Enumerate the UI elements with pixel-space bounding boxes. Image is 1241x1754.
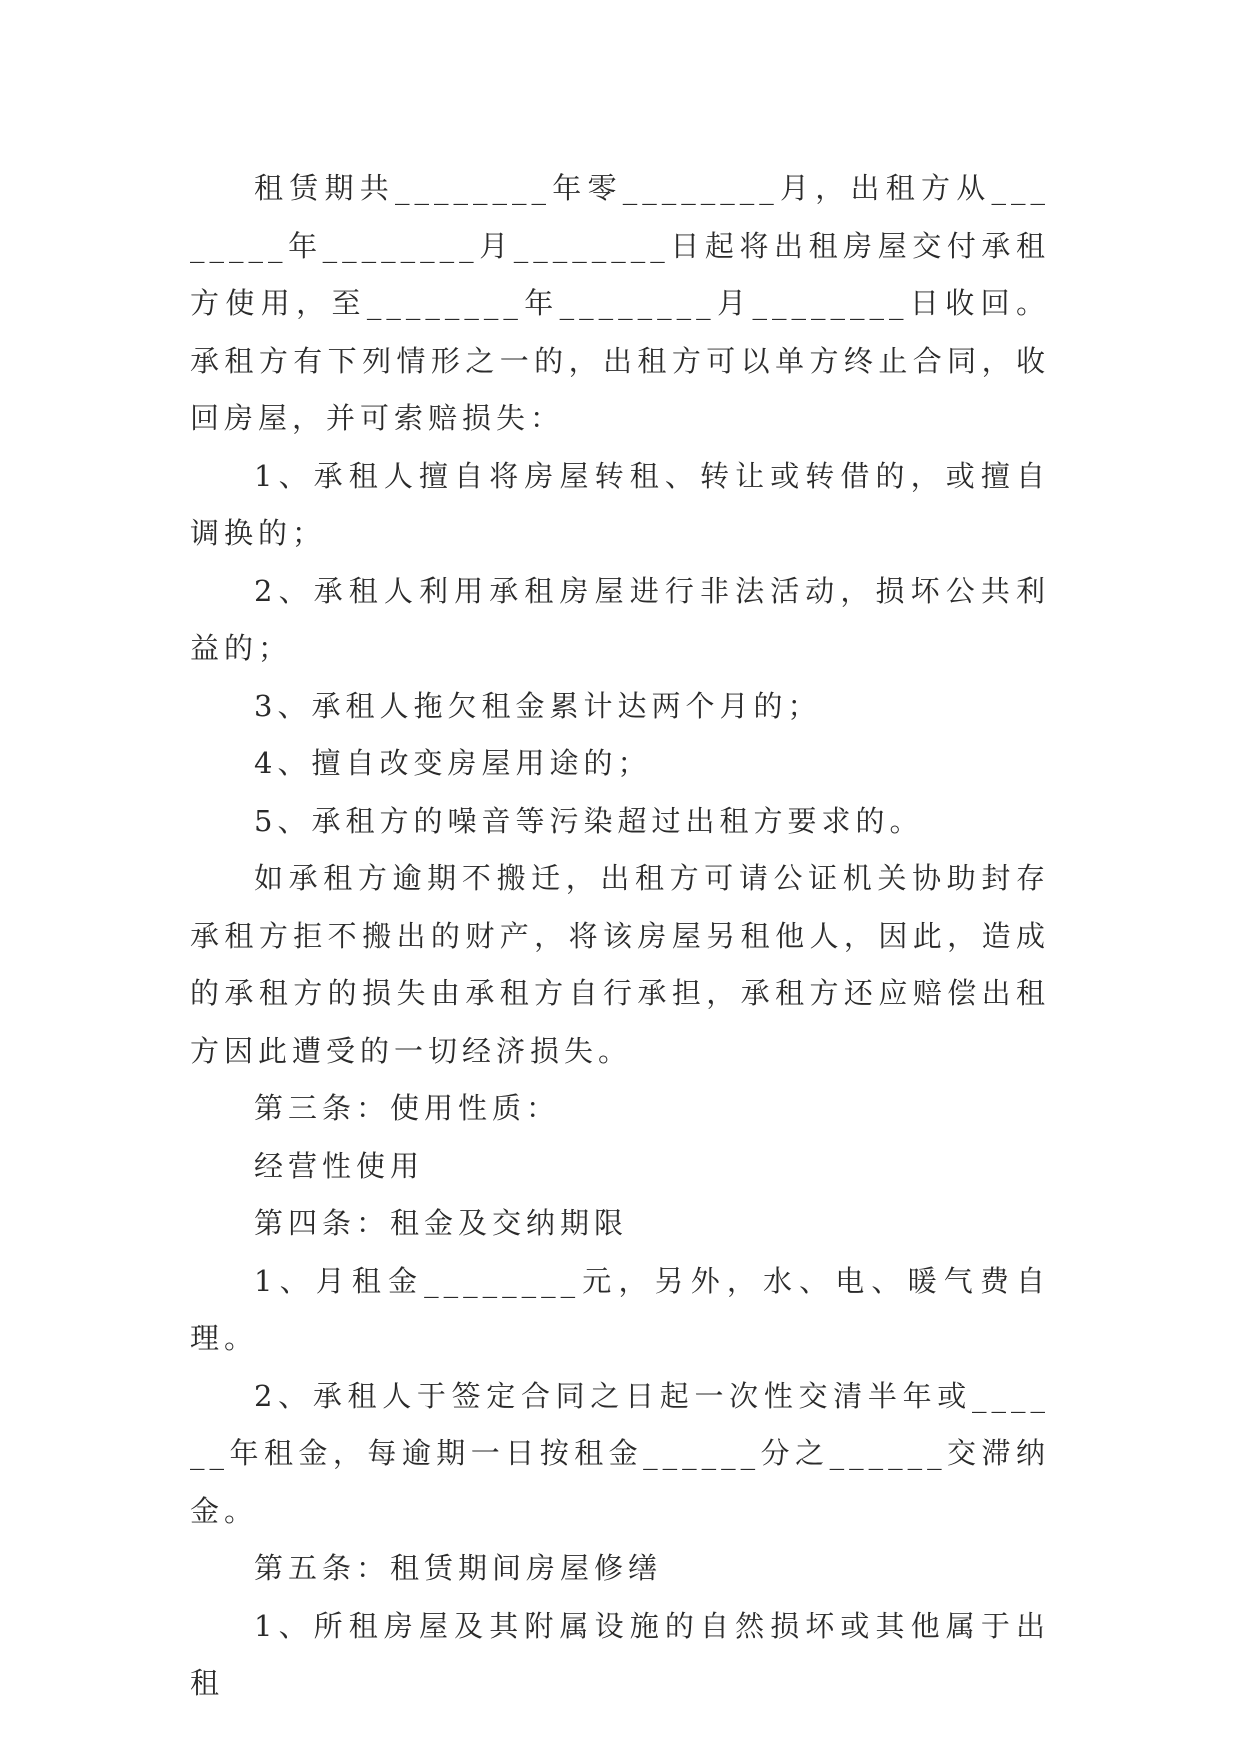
- section-heading-article-5: 第五条：租赁期间房屋修缮: [254, 1551, 663, 1585]
- paragraph-lease-term: 租赁期共________年零________月，出租方从________年________月________日起将出租房屋交付承租方使用，至________年________月________日收回。承租方有下列情形之一的，出租方可以单方终止合同，收回房屋，并可索赔损失：: [190, 171, 1050, 435]
- paragraph-item-4: 4、擅自改变房屋用途的；: [254, 746, 652, 780]
- paragraph-usage-nature: 经营性使用: [254, 1148, 425, 1183]
- paragraph-repair-item-1: 1、所租房屋及其附属设施的自然损坏或其他属于出租: [190, 1608, 1050, 1700]
- paragraph-item-3: 3、承租人拖欠租金累计达两个月的；: [254, 688, 822, 723]
- section-heading-article-4: 第四条：租金及交纳期限: [254, 1206, 629, 1240]
- paragraph-rent-item-1: 1、月租金________元，另外，水、电、暖气费自理。: [190, 1263, 1050, 1355]
- paragraph-item-1: 1、承租人擅自将房屋转租、转让或转借的，或擅自调换的；: [190, 458, 1050, 550]
- document-body: [190, 160, 1050, 1713]
- paragraph-overdue-relocation: 如承租方逾期不搬迁，出租方可请公证机关协助封存承租方拒不搬出的财产，将该房屋另租他人，因此，造成的承租方的损失由承租方自行承担，承租方还应赔偿出租方因此遭受的一切经济损失。: [190, 861, 1050, 1068]
- paragraph-item-5: 5、承租方的噪音等污染超过出租方要求的。: [254, 803, 924, 838]
- paragraph-rent-item-2: 2、承租人于签定合同之日起一次性交清半年或______年租金，每逾期一日按租金______分之______交滞纳金。: [190, 1378, 1050, 1528]
- paragraph-item-2: 2、承租人利用承租房屋进行非法活动，损坏公共利益的；: [190, 573, 1050, 665]
- section-heading-article-3: 第三条：使用性质：: [254, 1091, 561, 1125]
